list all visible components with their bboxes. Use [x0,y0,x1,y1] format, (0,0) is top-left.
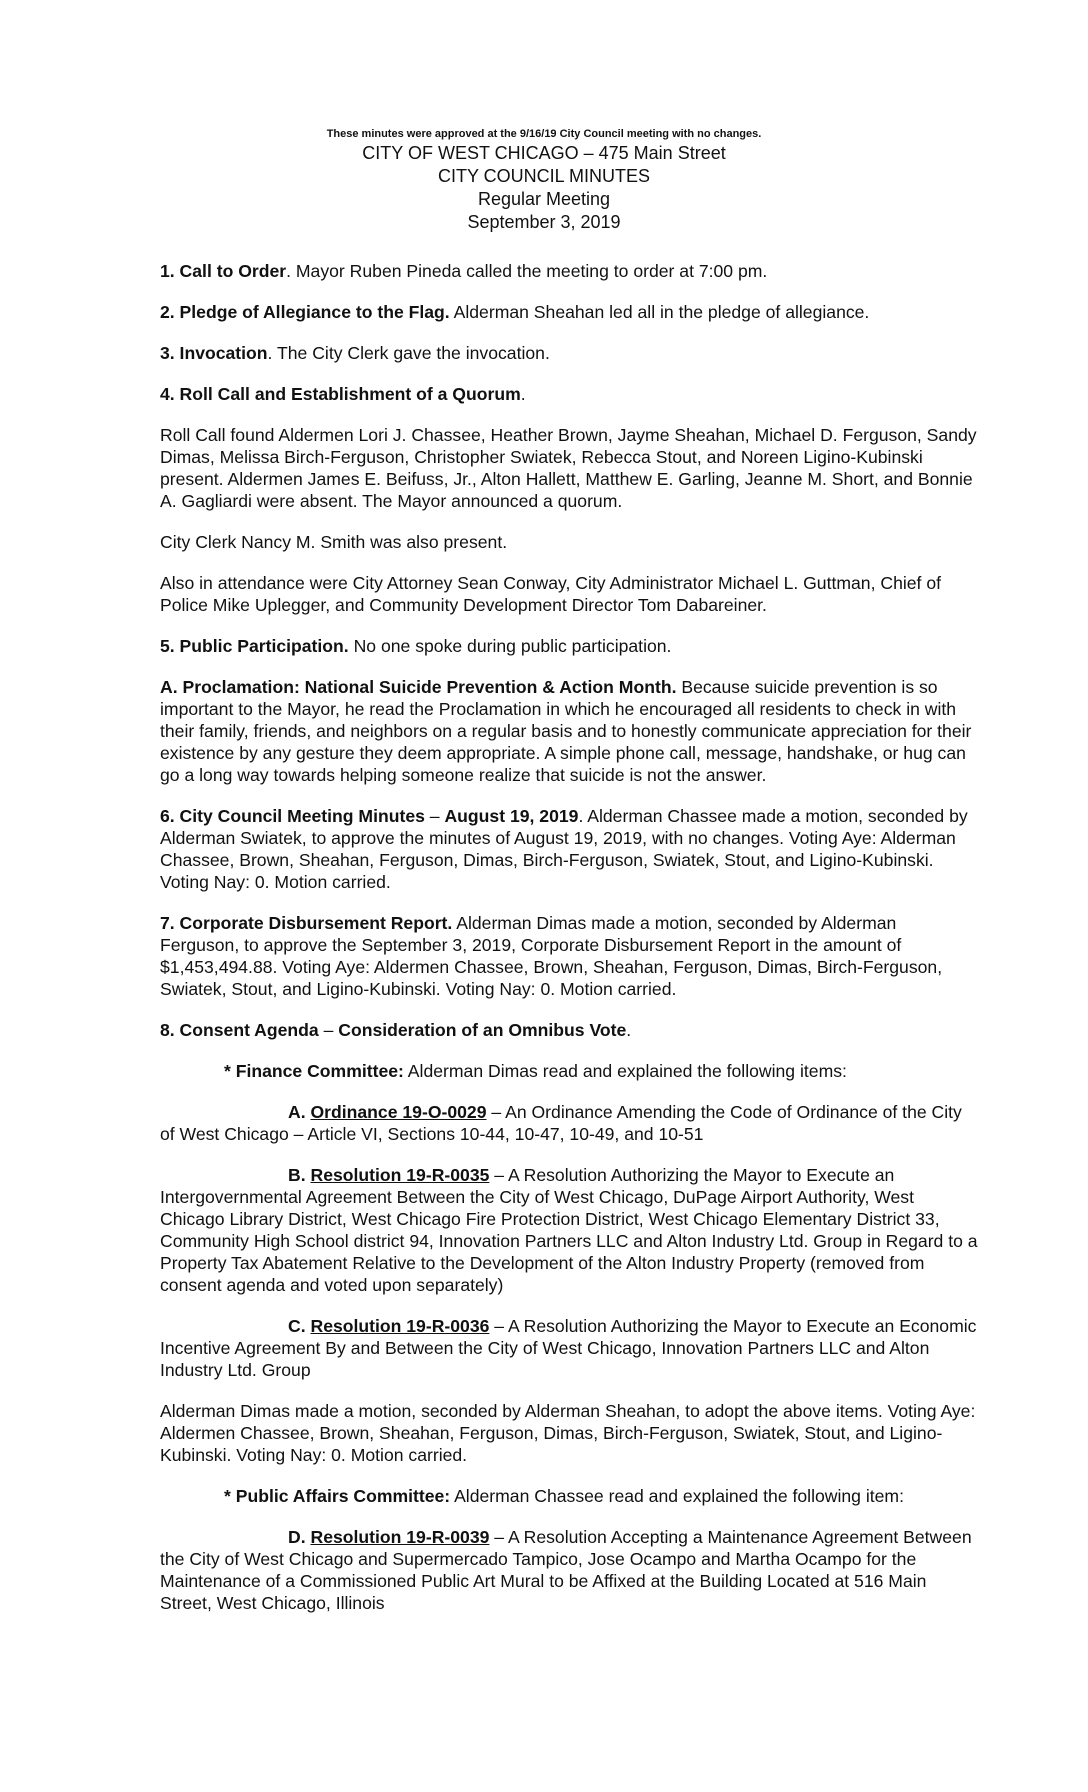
item-text: Because suicide prevention is so important to the Mayor, he read the Proclamation in which he encouraged all residents to check in with their family, friends, and neighbors on a regular basis and to honestly communicate appreciation for their existence by any gesture they deem appropriate. A simple phone call, message, handshake, or hug can go a long way towards helping someone realize that suicide is not the answer. [160,677,972,785]
item-text: – A Resolution Accepting a Maintenance Agreement Between the City of West Chicago and Supermercado Tampico, Jose Ocampo and Martha Ocampo for the Maintenance of a Commissioned Public Art Mural to be Affixed at the Building Located at 516 Main Street, West Chicago, Illinois [160,1527,972,1613]
item-text: – An Ordinance Amending the Code of Ordinance of the City of West Chicago – Article VI, Sections 10-44, 10-47, 10-49, and 10-51 [160,1102,962,1144]
item-text: – A Resolution Authorizing the Mayor to Execute an Economic Incentive Agreement By and Between the City of West Chicago, Innovation Partners LLC and Alton Industry Ltd. Group [160,1316,977,1380]
resolution-link: Resolution 19-R-0035 [310,1165,490,1185]
item-letter: A. [288,1102,311,1122]
consent-motion: Alderman Dimas made a motion, seconded by Alderman Sheahan, to adopt the above items. Voting Aye: Aldermen Chassee, Brown, Sheahan, Ferguson, Dimas, Birch-Ferguson, Swiatek, Stout, and Ligino-Kubinski. Voting Nay: 0. Motion carried. [160,1401,976,1465]
meeting-type: Regular Meeting [477,189,611,209]
item-pledge [160,301,980,323]
item-letter: D. [288,1527,311,1547]
consent-item-d [160,1526,980,1614]
committee-text: Alderman Dimas read and explained the following items: [403,1061,847,1081]
item-meeting-minutes [160,805,980,893]
consent-item-c [160,1315,980,1381]
item-call-to-order [160,260,980,282]
item-letter: B. [288,1165,311,1185]
resolution-link: Resolution 19-R-0036 [310,1316,490,1336]
item-heading: 4. Roll Call and Establishment of a Quorum [160,384,521,404]
finance-committee [160,1060,980,1082]
attendance-paragraph: Also in attendance were City Attorney Sean Conway, City Administrator Michael L. Guttman, Chief of Police Mike Uplegger, and Community Development Director Tom Dabareiner. [160,573,942,615]
item-consent-agenda [160,1019,980,1041]
item-heading: A. Proclamation: National Suicide Prevention & Action Month. [160,677,677,697]
item-heading: 7. Corporate Disbursement Report. [160,913,453,933]
item-text: No one spoke during public participation. [348,636,672,656]
document-header [0,128,1088,234]
item-public-participation [160,635,980,657]
minutes-body [160,260,980,1633]
consent-item-b [160,1164,980,1296]
item-disbursement-report [160,912,980,1000]
approval-note: These minutes were approved at the 9/16/19 City Council meeting with no changes. [326,128,762,140]
item-text: – A Resolution Authorizing the Mayor to Execute an Intergovernmental Agreement Between the City of West Chicago, DuPage Airport Authority, West Chicago Library District, West Chicago Fire Protection District, West Chicago Elementary District 33, Community High School district 94, Innovation Partners LLC and Alton Industry Ltd. Group in Regard to a Property Tax Abatement Relative to the Development of the Alton Industry Property (removed from consent agenda and voted upon separately) [160,1165,978,1295]
item-heading: 1. Call to Order [160,261,287,281]
item-text: . Mayor Ruben Pineda called the meeting to order at 7:00 pm. [286,261,768,281]
committee-heading: * Public Affairs Committee: [224,1486,451,1506]
item-text: Alderman Dimas made a motion, seconded by Alderman Ferguson, to approve the September 3, 2019, Corporate Disbursement Report in the amount of $1,453,494.88. Voting Aye: Aldermen Chassee, Brown, Sheahan, Ferguson, Dimas, Birch-Ferguson, Swiatek, Stout, and Ligino-Kubinski. Voting Nay: 0. Motion carried. [160,913,943,999]
item-proclamation [160,676,980,786]
period: . [626,1020,632,1040]
item-heading: 2. Pledge of Allegiance to the Flag. [160,302,450,322]
item-heading-date: August 19, 2019 [444,806,579,826]
committee-heading: * Finance Committee: [224,1061,404,1081]
city-title: CITY OF WEST CHICAGO – 475 Main Street [362,143,726,163]
item-letter: C. [288,1316,311,1336]
clerk-paragraph: City Clerk Nancy M. Smith was also present. [160,532,508,552]
item-text: . The City Clerk gave the invocation. [267,343,550,363]
item-heading: 6. City Council Meeting Minutes [160,806,425,826]
committee-text: Alderman Chassee read and explained the following item: [450,1486,904,1506]
dash: – [318,1020,339,1040]
item-invocation [160,342,980,364]
item-roll-call [160,383,980,405]
item-text: . [520,384,526,404]
consent-item-a [160,1101,980,1145]
meeting-date: September 3, 2019 [467,212,621,232]
roll-call-paragraph: Roll Call found Aldermen Lori J. Chassee, Heather Brown, Jayme Sheahan, Michael D. Ferguson, Sandy Dimas, Melissa Birch-Ferguson, Christopher Swiatek, Rebecca Stout, and Noreen Ligino-Kubinski present. Aldermen James E. Beifuss, Jr., Alton Hallett, Matthew E. Garling, Jeanne M. Short, and Bonnie A. Gagliardi were absent. The Mayor announced a quorum. [160,425,977,511]
item-text: Alderman Sheahan led all in the pledge of allegiance. [449,302,870,322]
ordinance-link: Ordinance 19-O-0029 [310,1102,487,1122]
item-heading: 3. Invocation [160,343,268,363]
public-affairs-committee [160,1485,980,1507]
item-heading-sub: Consideration of an Omnibus Vote [338,1020,627,1040]
item-text: . Alderman Chassee made a motion, seconded by Alderman Swiatek, to approve the minutes of August 19, 2019, with no changes. Voting Aye: Alderman Chassee, Brown, Sheahan, Ferguson, Dimas, Birch-Ferguson, Swiatek, Stout, and Ligino-Kubinski. Voting Nay: 0. Motion carried. [160,806,968,892]
item-heading: 8. Consent Agenda [160,1020,319,1040]
dash: – [424,806,445,826]
item-heading: 5. Public Participation. [160,636,349,656]
document-title: CITY COUNCIL MINUTES [437,166,651,186]
resolution-link: Resolution 19-R-0039 [310,1527,490,1547]
